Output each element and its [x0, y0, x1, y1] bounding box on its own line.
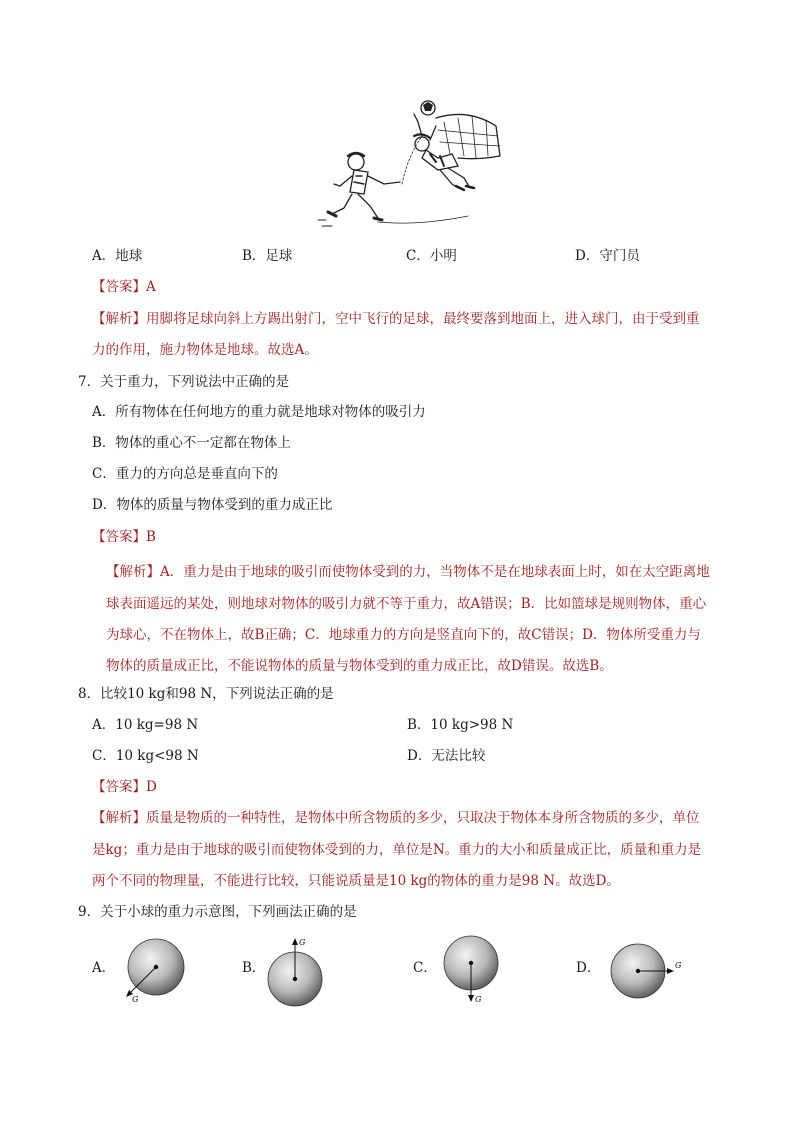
- q6-analysis-line-1: 【解析】用脚将足球向斜上方踢出射门，空中飞行的足球，最终要落到地面上，进入球门，由于受到重: [92, 311, 700, 327]
- q7-analysis-line-3: 为球心，不在物体上，故B正确；C．地球重力的方向是竖直向下的，故C错误；D．物体所受重力与: [106, 627, 701, 643]
- q9-diagram-b: [262, 936, 332, 1012]
- q7-analysis-line-1: 【解析】A．重力是由于地球的吸引而使物体受到的力，当物体不是在地球表面上时，如在太空距离地: [106, 564, 710, 580]
- q8-analysis-line-1: 【解析】质量是物质的一种特性，是物体中所含物质的多少，只取决于物体本身所含物质的多少，单位: [92, 810, 700, 826]
- q8-answer: 【答案】D: [92, 779, 157, 795]
- q7-option-c: C．重力的方向总是垂直向下的: [92, 466, 278, 482]
- q9-a-force-label: G: [132, 995, 139, 1004]
- q7-option-a: A．所有物体在任何地方的重力就是地球对物体的吸引力: [92, 404, 426, 420]
- q7-stem: 7．关于重力，下列说法中正确的是: [78, 374, 290, 390]
- q9-b-force-label: G: [299, 938, 306, 947]
- q9-diagram-d: [608, 940, 692, 1002]
- q9-stem: 9．关于小球的重力示意图，下列画法正确的是: [78, 904, 357, 920]
- q7-analysis-line-2: 球表面遥远的某处，则地球对物体的吸引力就不等于重力，故A错误；B．比如篮球是规则物体，重心: [106, 596, 707, 612]
- soccer-illustration: [318, 96, 508, 232]
- q9-diagram-a: [118, 934, 198, 1006]
- q6-option-b: B．足球: [242, 248, 293, 264]
- q8-option-c: C．10 kg<98 N: [92, 748, 199, 764]
- q7-option-b: B．物体的重心不一定都在物体上: [92, 435, 291, 451]
- q9-diagram-c: [440, 932, 506, 1006]
- q9-c-force-label: G: [475, 995, 482, 1004]
- q9-option-d-label: D．: [576, 960, 601, 976]
- q9-option-c-label: C．: [413, 960, 437, 976]
- q9-option-b-label: B．: [242, 960, 266, 976]
- q6-analysis-line-2: 力的作用，施力物体是地球。故选A。: [92, 342, 318, 358]
- q8-analysis-line-2: 是kg；重力是由于地球的吸引而使物体受到的力，单位是N。重力的大小和质量成正比，质量和重力是: [92, 842, 702, 858]
- q7-option-d: D．物体的质量与物体受到的重力成正比: [92, 497, 333, 513]
- q7-analysis-line-4: 物体的质量成正比，不能说物体的质量与物体受到的重力成正比，故D错误。故选B。: [106, 658, 613, 674]
- q7-answer: 【答案】B: [92, 529, 156, 545]
- q6-option-d: D．守门员: [575, 248, 640, 264]
- q9-option-a-label: A．: [92, 960, 116, 976]
- q9-d-force-label: G: [675, 961, 682, 970]
- q6-answer: 【答案】A: [92, 279, 156, 295]
- q8-stem: 8．比较10 kg和98 N，下列说法正确的是: [78, 686, 334, 702]
- q6-option-c: C．小明: [406, 248, 457, 264]
- q8-option-b: B．10 kg>98 N: [407, 717, 514, 733]
- q8-option-d: D．无法比较: [407, 748, 486, 764]
- q8-option-a: A．10 kg=98 N: [92, 717, 199, 733]
- q6-option-a: A．地球: [92, 248, 143, 264]
- q8-analysis-line-3: 两个不同的物理量，不能进行比较，只能说质量是10 kg的物体的重力是98 N。故选D。: [92, 873, 620, 889]
